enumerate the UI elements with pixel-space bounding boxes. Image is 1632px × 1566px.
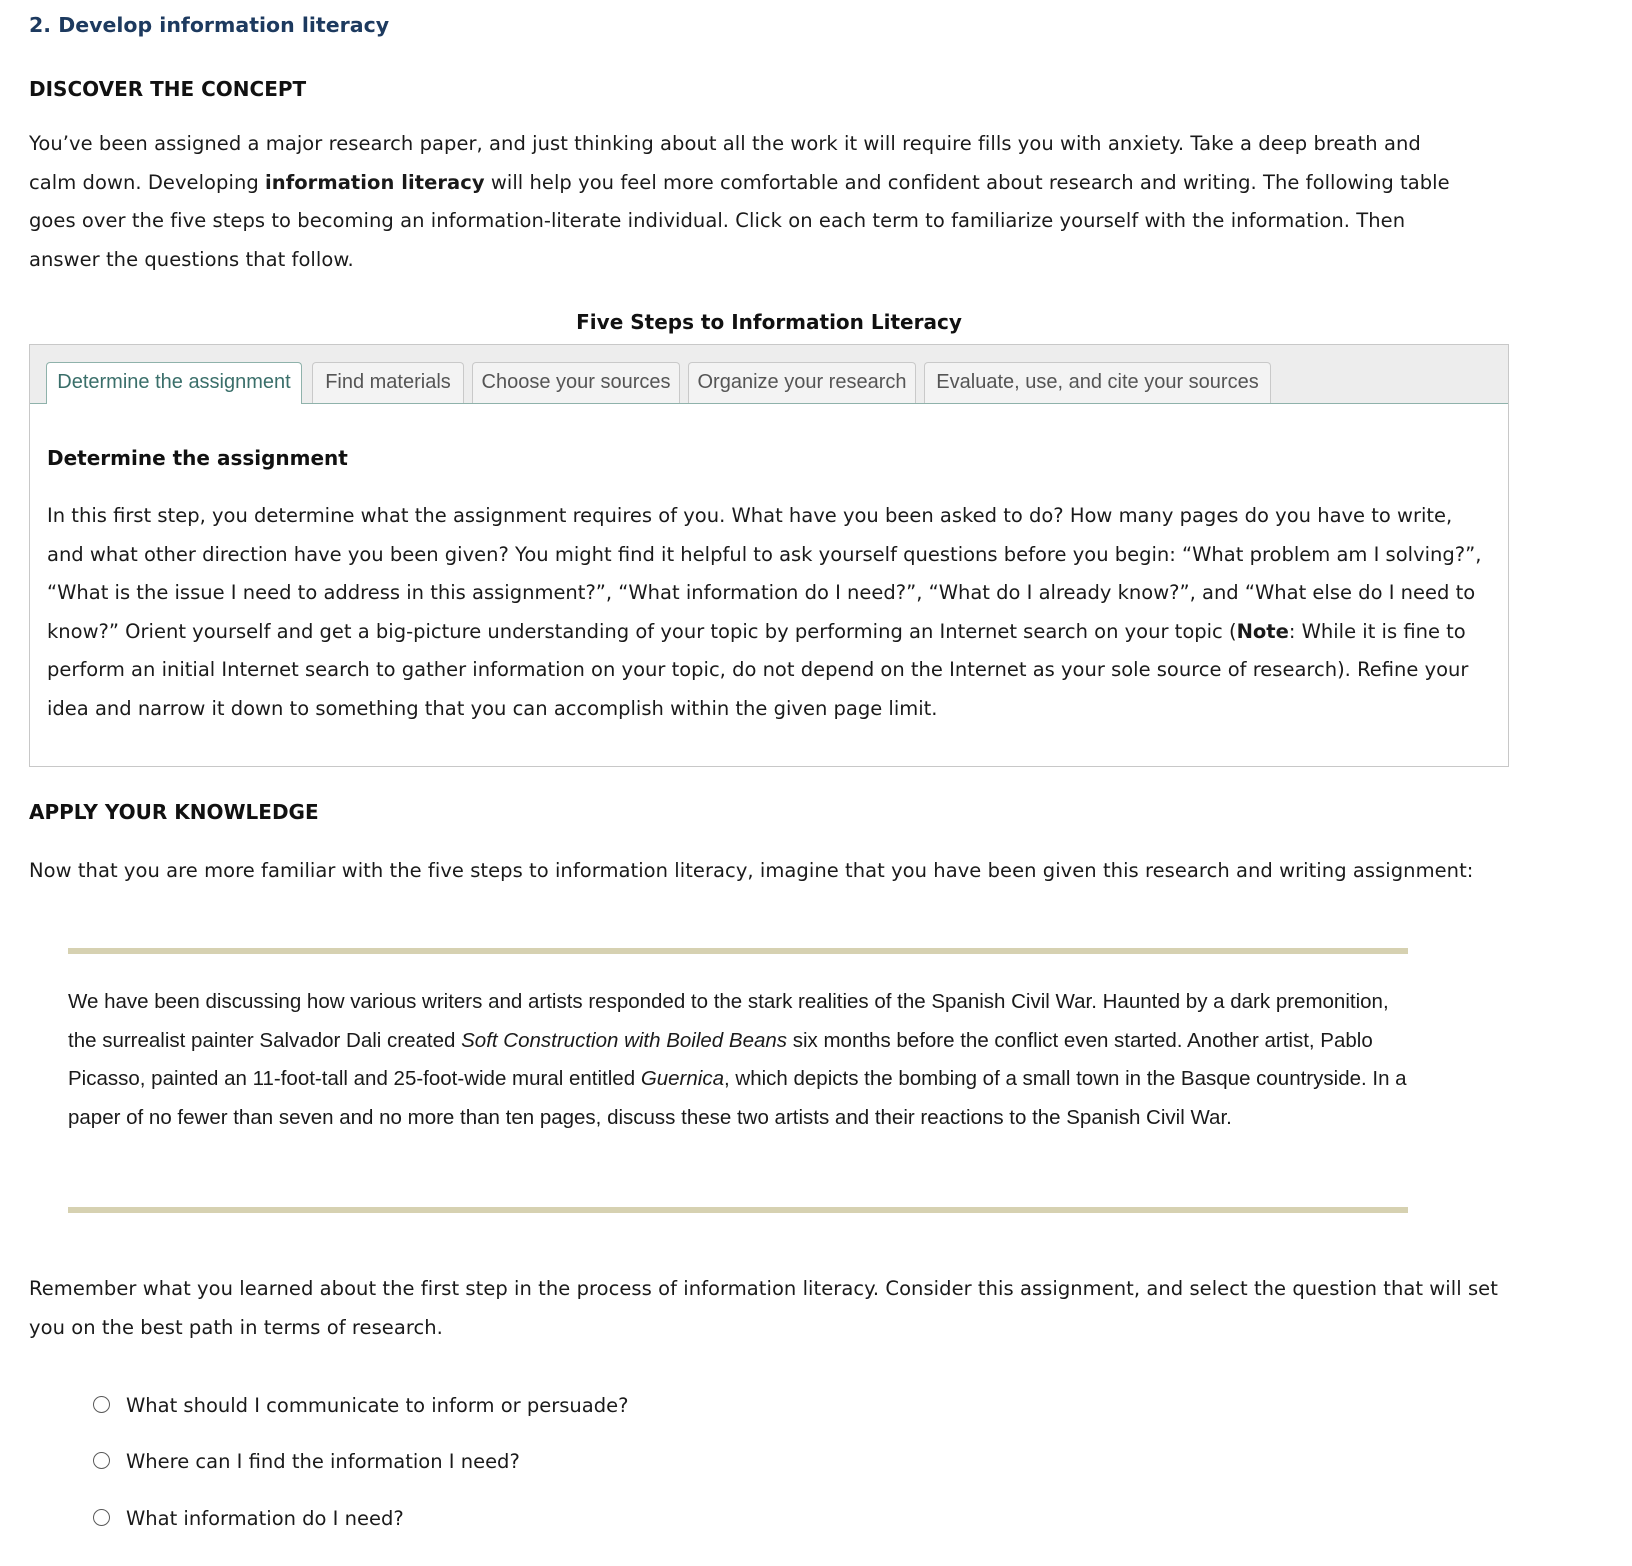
tab-determine-the-assignment[interactable]: Determine the assignment <box>46 362 302 404</box>
radio-button[interactable] <box>93 1452 110 1469</box>
note-label: Note <box>1236 619 1289 643</box>
tab-evaluate-use-cite[interactable]: Evaluate, use, and cite your sources <box>924 362 1271 403</box>
panel-text: In this first step, you determine what the assignment requires of you. What have you been asked to do? How many pages do you have to write, and what other direction have you been given? You might find it helpful to ask yourself questions before you begin: “What problem am I solving?”, “What is the issue I need to address in this assignment?”, “What information do I need?”, “What do I already know?”, and “What else do I need to know?” Orient yourself and get a big-picture understanding of your topic by performing an Internet search on your topic (Note: While it is fine to perform an initial Internet search to gather information on your topic, do not depend on the Internet as your sole source of research). Refine your idea and narrow it down to something that you can accomplish within the given page limit. <box>47 504 1482 720</box>
information-literacy-term: information literacy <box>265 170 485 194</box>
apply-heading: APPLY YOUR KNOWLEDGE <box>29 800 319 824</box>
answer-option-label: What should I communicate to inform or persuade? <box>126 1394 629 1417</box>
artwork-title-dali: Soft Construction with Boiled Beans <box>461 1028 788 1052</box>
question-prompt: Remember what you learned about the first step in the process of information literacy. Consider this assignment, and select the question that will set you on the best path in terms of research. <box>29 1277 1498 1339</box>
assignment-prompt: We have been discussing how various writers and artists responded to the stark realities of the Spanish Civil War. Haunted by a dark premonition, the surrealist painter Salvador Dali created Soft Construction with Boiled Beans six months before the conflict even started. Another artist, Pablo Picasso, painted an 11-foot-tall and 25-foot-wide mural entitled Guernica, which depicts the bombing of a small town in the Basque countryside. In a paper of no fewer than seven and no more than ten pages, discuss these two artists and their reactions to the Spanish Civil War. <box>68 990 1407 1129</box>
radio-button[interactable] <box>93 1396 110 1413</box>
tab-find-materials[interactable]: Find materials <box>312 362 464 403</box>
tab-organize-your-research[interactable]: Organize your research <box>688 362 916 403</box>
radio-button[interactable] <box>93 1509 110 1526</box>
assignment-top-rule <box>68 948 1408 954</box>
tab-container <box>29 344 1509 767</box>
answer-option-label: Where can I find the information I need? <box>126 1450 520 1473</box>
tab-choose-your-sources[interactable]: Choose your sources <box>472 362 680 403</box>
answer-option-label: What information do I need? <box>126 1507 404 1530</box>
assignment-bottom-rule <box>68 1207 1408 1213</box>
artwork-title-picasso: Guernica <box>640 1067 724 1090</box>
tab-bar <box>30 345 1508 404</box>
apply-intro: Now that you are more familiar with the five steps to information literacy, imagine that you have been given this research and writing assignment: <box>29 859 1474 882</box>
discover-heading: DISCOVER THE CONCEPT <box>29 77 307 101</box>
panel-heading: Determine the assignment <box>47 446 348 470</box>
discover-intro: You’ve been assigned a major research paper, and just thinking about all the work it will require fills you with anxiety. Take a deep breath and calm down. Developing information literacy will help you feel more comfortable and confident about research and writing. The following table goes over the five steps to becoming an information-literate individual. Click on each term to familiarize yourself with the information. Then answer the questions that follow. <box>29 132 1450 271</box>
section-title: 2. Develop information literacy <box>29 13 390 37</box>
table-title: Five Steps to Information Literacy <box>576 310 962 334</box>
